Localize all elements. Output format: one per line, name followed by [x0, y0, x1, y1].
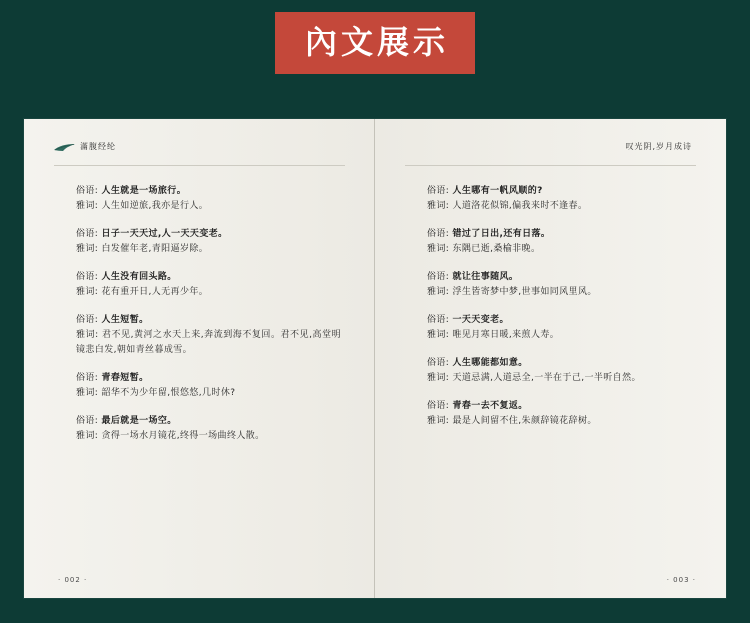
- colloquial-text: 就让往事随风。: [452, 272, 519, 282]
- elegant-label: 雅词:: [427, 201, 450, 211]
- leaf-ornament-icon: [54, 143, 76, 152]
- colloquial-line: [76, 414, 341, 429]
- elegant-text: 人生如逆旅,我亦是行人。: [101, 201, 209, 211]
- colloquial-text: 青春短暂。: [101, 373, 149, 383]
- elegant-line: [427, 328, 692, 343]
- elegant-label: 雅词:: [76, 388, 99, 398]
- colloquial-label: 俗语:: [427, 315, 450, 325]
- entry: [427, 313, 692, 343]
- elegant-line: [76, 429, 341, 444]
- colloquial-line: [427, 227, 692, 242]
- elegant-label: 雅词:: [76, 330, 99, 340]
- colloquial-line: [76, 227, 341, 242]
- colloquial-label: 俗语:: [76, 272, 99, 282]
- running-head-left: [54, 141, 345, 163]
- elegant-label: 雅词:: [427, 287, 450, 297]
- elegant-line: [427, 199, 692, 214]
- colloquial-line: [427, 313, 692, 328]
- entry: [427, 399, 692, 429]
- colloquial-line: [76, 270, 341, 285]
- elegant-text: 天道忌满,人道忌全,一半在于己,一半听自然。: [452, 373, 641, 383]
- colloquial-line: [427, 270, 692, 285]
- elegant-line: [427, 285, 692, 300]
- elegant-text: 浮生皆寄梦中梦,世事如同风里风。: [452, 287, 597, 297]
- colloquial-label: 俗语:: [427, 186, 450, 196]
- colloquial-line: [427, 356, 692, 371]
- elegant-label: 雅词:: [427, 330, 450, 340]
- page-number-right: · 003 ·: [666, 576, 696, 584]
- colloquial-text: 人生短暂。: [101, 315, 149, 325]
- entry: [427, 184, 692, 214]
- colloquial-text: 人生哪能都如意。: [452, 358, 528, 368]
- elegant-text: 东隅已逝,桑榆非晚。: [452, 244, 541, 254]
- entry: [427, 227, 692, 257]
- elegant-text: 最是人间留不住,朱颜辞镜花辞树。: [452, 416, 597, 426]
- colloquial-text: 人生没有回头路。: [101, 272, 177, 282]
- colloquial-label: 俗语:: [76, 416, 99, 426]
- colloquial-line: [76, 313, 341, 328]
- colloquial-text: 青春一去不复返。: [452, 401, 528, 411]
- colloquial-line: [427, 184, 692, 199]
- running-head-right-text: 叹光阴,岁月成诗: [625, 142, 692, 151]
- colloquial-text: 最后就是一场空。: [101, 416, 177, 426]
- elegant-label: 雅词:: [427, 373, 450, 383]
- page-content-right: [405, 184, 696, 429]
- elegant-text: 唯见月寒日暖,来煎人寿。: [452, 330, 560, 340]
- colloquial-text: 一天天变老。: [452, 315, 509, 325]
- entry: [76, 227, 341, 257]
- colloquial-label: 俗语:: [76, 186, 99, 196]
- entry: [76, 371, 341, 401]
- elegant-label: 雅词:: [427, 244, 450, 254]
- colloquial-text: 日子一天天过,人一天天变老。: [101, 229, 228, 239]
- colloquial-label: 俗语:: [427, 358, 450, 368]
- colloquial-line: [427, 399, 692, 414]
- elegant-text: 花有重开日,人无再少年。: [101, 287, 209, 297]
- elegant-text: 君不见,黄河之水天上来,奔流到海不复回。君不见,高堂明镜悲白发,朝如青丝暮成雪。: [76, 330, 342, 355]
- entry: [76, 270, 341, 300]
- colloquial-text: 错过了日出,还有日落。: [452, 229, 551, 239]
- running-head-left-text: 滿腹经纶: [80, 142, 116, 151]
- book-spread: [24, 119, 726, 598]
- elegant-label: 雅词:: [76, 431, 99, 441]
- elegant-label: 雅词:: [76, 287, 99, 297]
- colloquial-label: 俗语:: [76, 315, 99, 325]
- header-rule-right: [405, 165, 696, 166]
- colloquial-label: 俗语:: [427, 272, 450, 282]
- elegant-text: 白发催年老,青阳逼岁除。: [101, 244, 209, 254]
- colloquial-label: 俗语:: [427, 229, 450, 239]
- colloquial-line: [76, 371, 341, 386]
- entry: [76, 184, 341, 214]
- colloquial-text: 人生就是一场旅行。: [101, 186, 187, 196]
- elegant-line: [76, 285, 341, 300]
- elegant-line: [76, 328, 341, 358]
- elegant-text: 贪得一场水月镜花,终得一场曲终人散。: [101, 431, 265, 441]
- entry: [76, 414, 341, 444]
- elegant-label: 雅词:: [427, 416, 450, 426]
- elegant-line: [76, 199, 341, 214]
- book-page-left: [24, 119, 375, 598]
- entry: [427, 356, 692, 386]
- elegant-label: 雅词:: [76, 244, 99, 254]
- elegant-label: 雅词:: [76, 201, 99, 211]
- banner-container: [0, 12, 750, 74]
- elegant-line: [427, 242, 692, 257]
- header-rule-left: [54, 165, 345, 166]
- elegant-text: 人道洛花似锦,偏我来时不逢春。: [452, 201, 588, 211]
- elegant-line: [76, 242, 341, 257]
- colloquial-line: [76, 184, 341, 199]
- entry: [427, 270, 692, 300]
- elegant-line: [427, 414, 692, 429]
- colloquial-text: 人生哪有一帆风顺的?: [452, 186, 543, 196]
- book-page-right: [375, 119, 726, 598]
- running-head-right: [405, 141, 696, 163]
- elegant-line: [427, 371, 692, 386]
- colloquial-label: 俗语:: [427, 401, 450, 411]
- elegant-line: [76, 386, 341, 401]
- page-number-left: · 002 ·: [58, 576, 88, 584]
- page-content-left: [54, 184, 345, 444]
- entry: [76, 313, 341, 358]
- colloquial-label: 俗语:: [76, 229, 99, 239]
- page-title: 內文展示: [275, 12, 475, 74]
- elegant-text: 韶华不为少年留,恨悠悠,几时休?: [101, 388, 236, 398]
- colloquial-label: 俗语:: [76, 373, 99, 383]
